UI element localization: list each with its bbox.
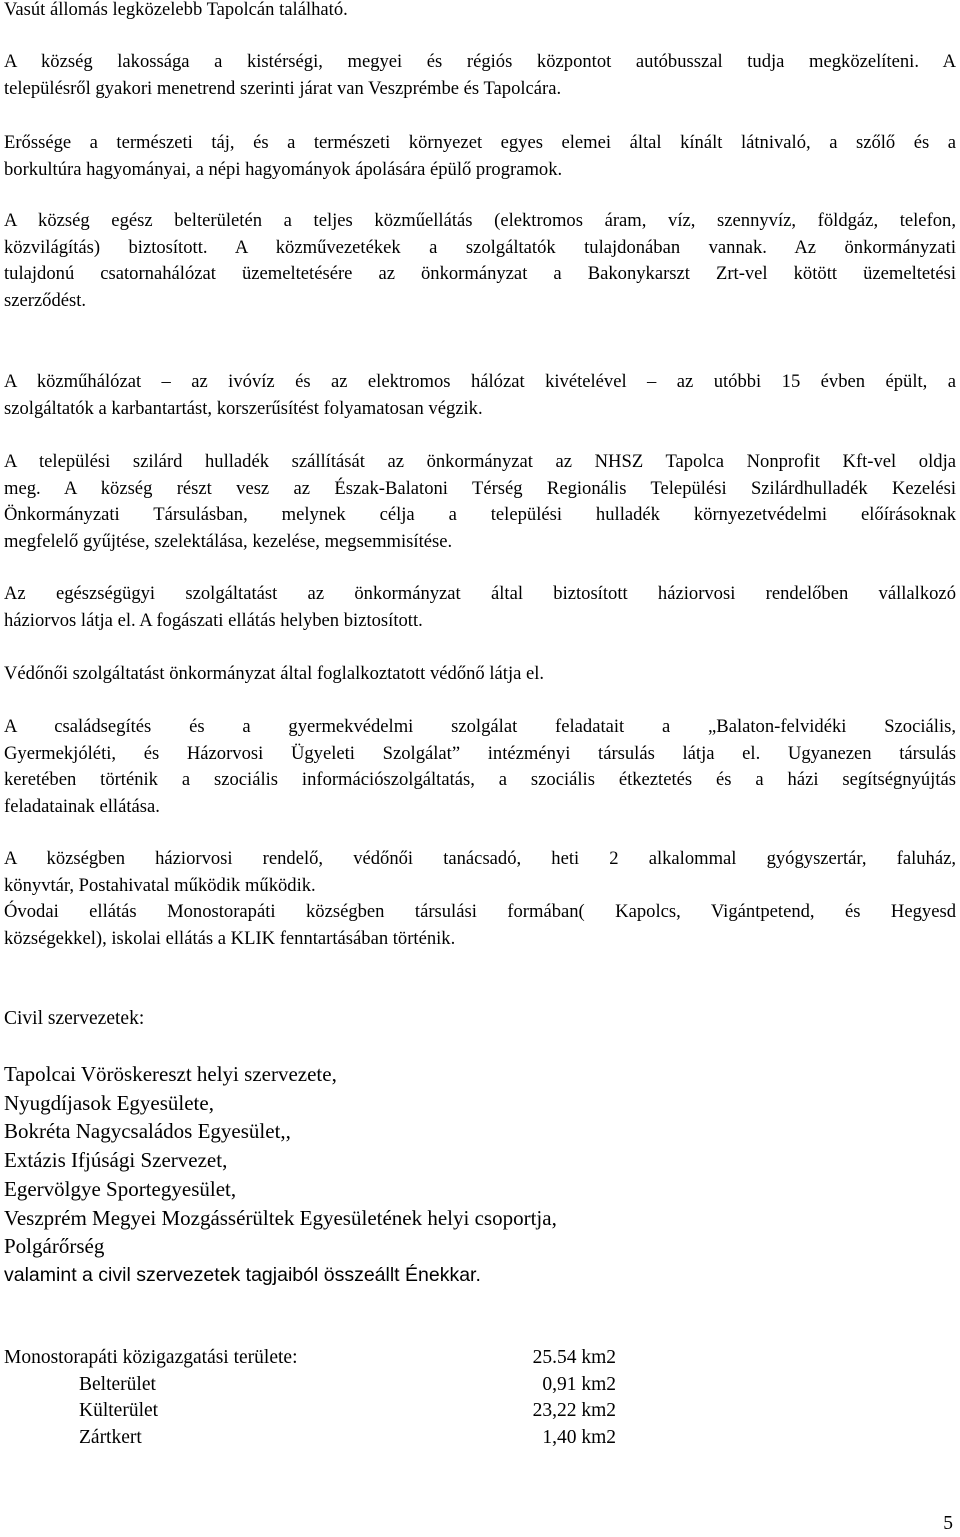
area-value: 25.54 km2 [532,1347,616,1368]
list-item: valamint a civil szervezetek tagjaiból összeállt Énekkar. [4,1263,481,1286]
text-line: Gyermekjóléti, és Házorvosi Ügyeleti Szolgálat” intézményi társulás látja el. Ugyanezen társulás [4,742,956,764]
text-line: Önkormányzati Társulásban, melynek célja a települési hulladék környezetvédelmi előírásoknak [4,504,956,525]
paragraph-health [4,581,956,634]
area-table [4,1345,624,1452]
text-line: közvilágítás) biztosított. A közművezetékek a szolgáltatók tulajdonában vannak. Az önkormányzati [4,236,956,258]
list-item: Bokréta Nagycsaládos Egyesület,, [4,1119,291,1144]
civil-organisations-list [4,1060,557,1290]
text-line: Óvodai ellátás Monostorapáti községben társulási formában( Kapolcs, Vigántpetend, és Hegyesd [4,901,956,922]
area-value: 0,91 km2 [542,1373,616,1395]
text-line: A közműhálózat – az ivóvíz és az elektromos hálózat kivételével – az utóbbi 15 évben épült, a [4,371,956,392]
text-line: A családsegítés és a gyermekvédelmi szolgálat feladatait a „Balaton-felvidéki Szociális, [4,716,956,737]
area-value: 23,22 km2 [532,1400,616,1422]
table-row [4,1398,624,1425]
area-label: Monostorapáti közigazgatási területe: [4,1347,298,1368]
list-item: Nyugdíjasok Egyesülete, [4,1090,214,1115]
text-line: A települési szilárd hulladék szállítását az önkormányzat az NHSZ Tapolca Nonprofit Kft-vel oldja [4,451,956,472]
text-line: A községben háziorvosi rendelő, védőnői tanácsadó, heti 2 alkalommal gyógyszertár, faluház, [4,848,956,869]
text-line: megfelelő gyűjtése, szelektálása, kezelése, megsemmisítése. [4,530,453,552]
paragraph-family-support [4,714,956,820]
text-line: feladatainak ellátása. [4,795,160,817]
paragraph-strengths [4,130,956,183]
text-line: Erőssége a természeti táj, és a természeti környezet egyes elemei által kínált látnivaló, a szőlő és a [4,132,956,153]
text-line: szolgáltatók a karbantartást, korszerűsítést folyamatosan végzik. [4,397,483,419]
text-line: Az egészségügyi szolgáltatást az önkormányzat által biztosított háziorvosi rendelőben vállalkozó [4,583,956,604]
paragraph-services [4,846,956,952]
text-line: A község egész belterületén a teljes közműellátás (elektromos áram, víz, szennyvíz, földgáz, telefon, [4,210,956,231]
area-label: Belterület [79,1373,156,1395]
text-line: könyvtár, Postahivatal működik működik. [4,874,316,896]
text-line: tulajdonú csatornahálózat üzemeltetésére az önkormányzat a Bakonykarszt Zrt-vel kötött üzemeltetési [4,263,956,284]
paragraph-utilities [4,208,956,314]
text-line: településről gyakori menetrend szerinti járat van Veszprémbe és Tapolcára. [4,77,562,99]
paragraph-bus-access [4,49,956,102]
text-line: borkultúra hagyományai, a népi hagyományok ápolására épülő programok. [4,158,563,180]
paragraph-health-visitor [4,661,956,688]
text-line: községekkel), iskolai ellátás a KLIK fenntartásában történik. [4,927,456,949]
paragraph-railway [4,0,956,24]
table-row [4,1372,624,1399]
area-label: Zártkert [79,1427,142,1449]
list-item: Extázis Ifjúsági Szervezet, [4,1148,228,1173]
paragraph-utility-network [4,369,956,422]
text-line: szerződést. [4,289,87,311]
text-line: meg. A község részt vesz az Észak-Balatoni Térség Regionális Települési Szilárdhulladék Kezelési [4,477,956,499]
list-item: Egervölgye Sportegyesület, [4,1176,237,1201]
text-line: A község lakossága a kistérségi, megyei és régiós központot autóbusszal tudja megközelíteni. A [4,51,956,72]
list-item: Tapolcai Vöröskereszt helyi szervezete, [4,1062,337,1086]
text-line: Vasút állomás legközelebb Tapolcán található. [4,0,348,20]
civil-organisations-title: Civil szervezetek: [4,1008,145,1029]
table-row [4,1345,624,1372]
paragraph-waste [4,449,956,555]
text-line: Védőnői szolgáltatást önkormányzat által foglalkoztatott védőnő látja el. [4,663,545,684]
list-item: Veszprém Megyei Mozgássérültek Egyesületének helyi csoportja, [4,1205,557,1230]
area-label: Külterület [79,1400,159,1422]
text-line: keretében történik a szociális információszolgáltatás, a szociális étkeztetés és a házi segítségnyújtás [4,769,956,790]
text-line: háziorvos látja el. A fogászati ellátás helyben biztosított. [4,609,423,631]
table-row [4,1425,624,1452]
page-number: 5 [943,1513,953,1534]
area-value: 1,40 km2 [542,1427,616,1449]
list-item: Polgárőrség [4,1234,105,1259]
